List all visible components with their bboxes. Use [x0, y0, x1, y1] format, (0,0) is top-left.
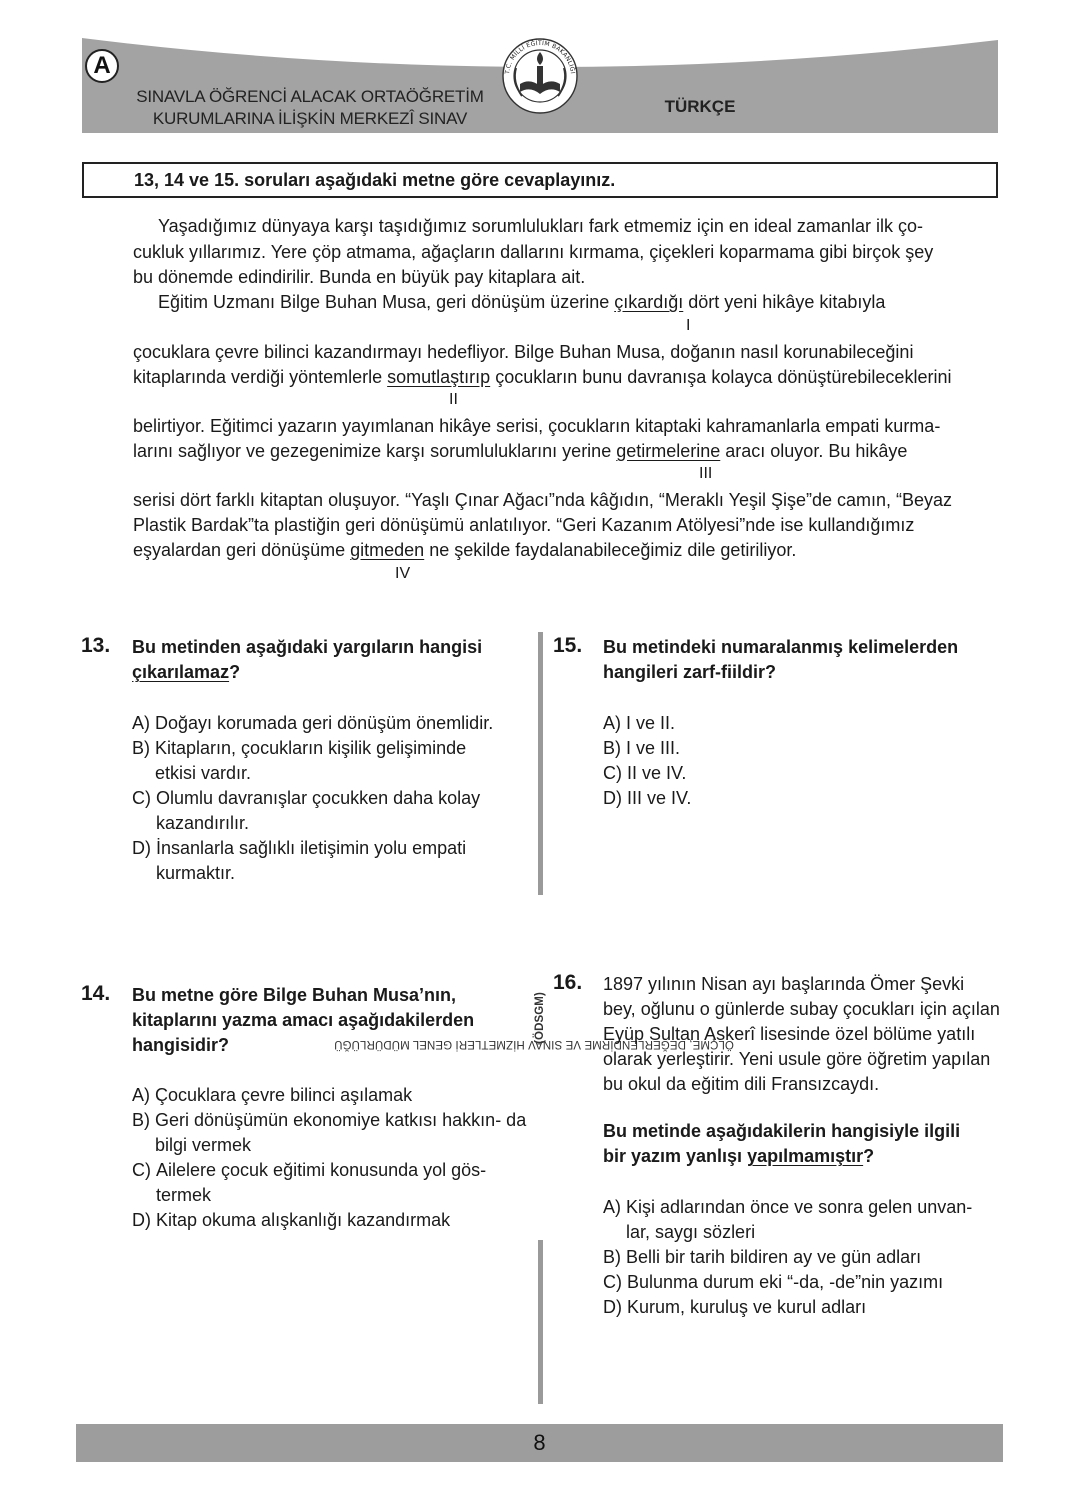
option-a[interactable]: A) Çocuklara çevre bilinci aşılamak — [132, 1085, 413, 1105]
option-b[interactable]: B) Kitapların, çocukların kişilik gelişiminde etkisi vardır. — [132, 738, 467, 783]
passage-line: çocuklara çevre bilinci kazandırmayı hedefliyor. Bilge Buhan Musa, doğanın nasıl korunabileceğini — [133, 342, 914, 362]
marker-i: I — [686, 317, 691, 334]
option-a[interactable]: A) Doğayı korumada geri dönüşüm önemlidir. — [132, 713, 494, 733]
option-b[interactable]: B) Belli bir tarih bildiren ay ve gün adları — [603, 1247, 922, 1267]
marker-iv: IV — [395, 565, 411, 582]
option-c[interactable]: C) Olumlu davranışlar çocukken daha kolay kazandırılır. — [132, 788, 481, 833]
option-d[interactable]: D) III ve IV. — [603, 788, 692, 808]
marker-ii: II — [449, 391, 458, 408]
question-stem: Bu metinde aşağıdakilerin hangisiyle ilgili bir yazım yanlışı yapılmamıştır? — [603, 1121, 961, 1166]
options-list — [603, 711, 983, 811]
instruction-text: 13, 14 ve 15. soruları aşağıdaki metne göre cevaplayınız. — [134, 170, 616, 190]
option-c[interactable]: C) II ve IV. — [603, 763, 687, 783]
option-a[interactable]: A) Kişi adlarından önce ve sonra gelen unvan- lar, saygı sözleri — [603, 1197, 973, 1242]
question-text: 1897 yılının Nisan ayı başlarında Ömer Şevki bey, oğlunu o günlerde subay çocukları için açılan Eyüp Sultan Askerî lisesinde özel bölüme yatılı olarak yerleştirir. Yeni usule göre öğretim yapılan bu okul da eğitim dili Fransızcaydı. — [603, 974, 1000, 1094]
options-list — [132, 1083, 532, 1233]
passage-line: bu dönemde edindirilir. Bunda en büyük pay kitaplara ait. — [133, 267, 586, 287]
passage-line: Eğitim Uzmanı Bilge Buhan Musa, geri dönüşüm üzerine çıkardığı dört yeni hikâye kitabıyla — [158, 292, 886, 312]
option-b[interactable]: B) Geri dönüşümün ekonomiye katkısı hakkın- da bilgi vermek — [132, 1110, 527, 1155]
footer-band — [76, 1424, 1003, 1462]
question-stem: Bu metindeki numaralanmış kelimelerden hangileri zarf-fiildir? — [603, 637, 959, 682]
option-c[interactable]: C) Bulunma durum eki “-da, -de”nin yazımı — [603, 1272, 944, 1292]
numbered-word-4: gitmeden — [350, 540, 425, 560]
ministry-logo — [496, 38, 584, 116]
option-d[interactable]: D) Kurum, kuruluş ve kurul adları — [603, 1297, 867, 1317]
passage-line: Yaşadığımız dünyaya karşı taşıdığımız sorumlulukları fark etmemiz için en ideal zamanlar ilk ço- — [158, 216, 923, 236]
column-divider-top — [538, 632, 543, 895]
option-d[interactable]: D) İnsanlarla sağlıklı iletişimin yolu empati kurmaktır. — [132, 838, 467, 883]
question-number: 16. — [553, 971, 583, 994]
numbered-word-3: getirmelerine — [616, 441, 721, 461]
question-stem: Bu metne göre Bilge Buhan Musa’nın, kitaplarını yazma amacı aşağıdakilerden hangisidir? — [132, 985, 475, 1055]
marker-iii: III — [699, 465, 713, 482]
passage-line: cukluk yıllarımız. Yere çöp atmama, ağaçların dallarını kırmama, çiçekleri koparmama gibi birçok şey — [133, 242, 934, 262]
svg-text:T.C. MİLLÎ EĞİTİM BAKANLIĞI: T.C. MİLLÎ EĞİTİM BAKANLIĞI — [504, 40, 576, 75]
option-d[interactable]: D) Kitap okuma alışkanlığı kazandırmak — [132, 1210, 451, 1230]
options-list — [132, 711, 524, 886]
option-b[interactable]: B) I ve III. — [603, 738, 681, 758]
subject-label: TÜRKÇE — [664, 97, 736, 116]
question-number: 14. — [81, 982, 111, 1005]
options-list — [603, 1195, 1003, 1320]
passage-line: Plastik Bardak”ta plastiğin geri dönüşümü anlatılıyor. “Geri Kazanım Atölyesi”nde ise kullandığımız — [133, 515, 915, 535]
exam-title: SINAVLA ÖĞRENCİ ALACAK ORTAÖĞRETİM KURUMLARINA İLİŞKİN MERKEZÎ SINAV — [136, 87, 484, 128]
question-number: 13. — [81, 634, 111, 657]
passage-line: belirtiyor. Eğitimci yazarın yayımlanan hikâye serisi, çocukların kitaptaki kahramanlarla empati kurma- — [133, 416, 941, 436]
page-number: 8 — [533, 1430, 546, 1455]
passage-line: kitaplarında verdiği yöntemlerle somutlaştırıp çocukların bunu davranışa kolayca dönüştürebileceklerini — [133, 367, 952, 387]
numbered-word-1: çıkardığı — [614, 292, 684, 312]
option-c[interactable]: C) Ailelere çocuk eğitimi konusunda yol gös- termek — [132, 1160, 487, 1205]
instruction-box — [82, 162, 998, 198]
column-divider-bottom — [538, 1240, 543, 1404]
question-stem: Bu metinden aşağıdaki yargıların hangisi çıkarılamaz? — [132, 637, 483, 682]
passage-line: larını sağlıyor ve gezegenimize karşı sorumluluklarını yerine getirmelerine aracı oluyor. Bu hikâye — [133, 441, 908, 461]
option-a[interactable]: A) I ve II. — [603, 713, 676, 733]
booklet-badge: A — [85, 49, 119, 83]
passage-line: serisi dört farklı kitaptan oluşuyor. “Yaşlı Çınar Ağacı”nda kâğıdın, “Meraklı Yeşil Şişe”de camın, “Beyaz — [133, 490, 953, 510]
passage-line: eşyalardan geri dönüşüme gitmeden ne şekilde faydalanabileceğimiz dile getiriliyor. — [133, 540, 797, 560]
question-number: 15. — [553, 634, 583, 657]
numbered-word-2: somutlaştırıp — [387, 367, 491, 387]
